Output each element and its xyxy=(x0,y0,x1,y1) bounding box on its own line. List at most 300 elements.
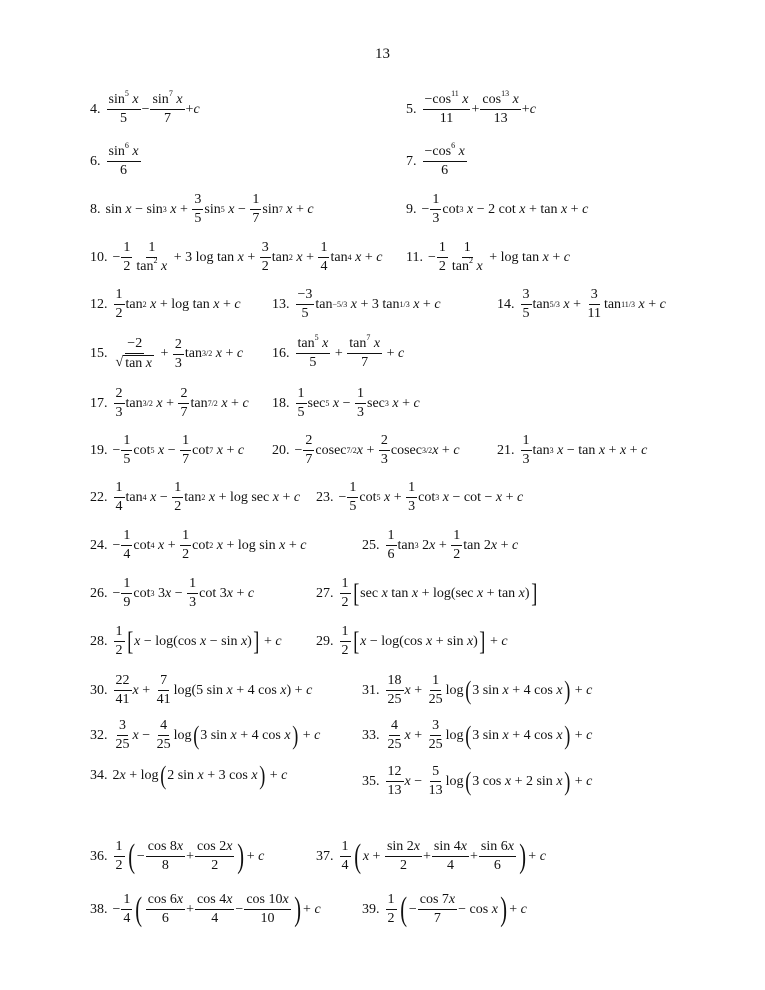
math-text: + xyxy=(548,249,564,265)
math-text: 25 xyxy=(156,737,171,752)
math-text: + xyxy=(227,395,243,411)
denominator xyxy=(398,857,409,874)
answer-item xyxy=(362,673,592,708)
answer-item xyxy=(362,528,518,563)
math-variable: x xyxy=(158,442,165,458)
numerator xyxy=(114,624,125,642)
math-variable: x xyxy=(360,633,367,649)
numerator xyxy=(260,240,271,258)
denominator xyxy=(492,110,510,127)
math-text: 1 xyxy=(432,673,440,688)
math-variable: x xyxy=(279,537,286,553)
math-text: 3 xyxy=(119,718,126,733)
math-text: 6 xyxy=(387,547,395,562)
math-text: 3 xyxy=(522,287,530,302)
math-text: + 3 tan xyxy=(356,296,400,312)
numerator xyxy=(479,839,516,857)
math-variable: x xyxy=(176,92,183,107)
denominator xyxy=(187,594,198,611)
answer-item xyxy=(90,761,288,790)
fraction xyxy=(296,333,331,371)
math-text: + xyxy=(435,537,451,553)
fraction xyxy=(244,892,290,927)
math-text: tan xyxy=(297,336,315,351)
math-text: + 4 cos xyxy=(236,727,285,743)
math-text: 7 xyxy=(433,911,441,926)
math-text: − xyxy=(112,442,121,458)
numerator xyxy=(418,892,457,910)
expression: $\frac{1}{4}$ tan 4 x − $\frac{1}{2}$ tan 2 x + log sec x + c xyxy=(115,480,301,514)
numerator xyxy=(107,89,141,110)
math-text: sin xyxy=(108,92,125,107)
math-text: − log(cos xyxy=(140,633,200,649)
math-text: + tan xyxy=(483,585,519,601)
numerator xyxy=(114,386,125,404)
math-variable: c xyxy=(234,296,241,312)
math-variable: x xyxy=(512,92,519,107)
numerator xyxy=(347,480,358,498)
math-text: 13 xyxy=(387,783,402,798)
numerator xyxy=(355,386,366,404)
denominator xyxy=(521,451,532,468)
item-number: 19. xyxy=(90,442,108,458)
denominator xyxy=(299,305,310,322)
math-text: tan xyxy=(451,259,469,274)
math-text: + xyxy=(569,296,585,312)
math-text: tan xyxy=(532,296,550,312)
math-text: + xyxy=(438,442,454,458)
math-variable: x xyxy=(466,633,474,649)
answer-item xyxy=(90,240,382,275)
math-variable: c xyxy=(501,633,508,649)
math-text: − xyxy=(338,489,347,505)
item-number: 4. xyxy=(90,101,101,117)
denominator xyxy=(121,451,132,468)
bracket: [ xyxy=(352,578,359,608)
math-variable: c xyxy=(258,848,265,864)
expression: − $\frac{1}{9}$ cot 3 3 x − $\frac{1}{3}$ cot 3 x + c xyxy=(112,576,255,610)
fraction xyxy=(260,240,271,275)
math-text: 3 sin xyxy=(200,727,231,743)
math-text: tan xyxy=(125,489,143,505)
math-variable: c xyxy=(529,101,536,117)
math-variable: x xyxy=(458,144,465,159)
expression xyxy=(422,89,536,127)
item-number: 5. xyxy=(406,101,417,117)
math-variable: x xyxy=(560,201,568,217)
denominator xyxy=(178,404,189,421)
numerator xyxy=(589,287,600,305)
math-text: 1 xyxy=(463,240,471,255)
expression xyxy=(339,576,539,611)
math-variable: x xyxy=(619,442,627,458)
math-variable: x xyxy=(350,296,357,312)
denominator xyxy=(340,594,351,611)
numerator xyxy=(385,839,422,857)
answer-item xyxy=(362,764,592,799)
math-text: + 4 cos xyxy=(232,682,281,698)
math-text: 5 xyxy=(349,499,357,514)
fraction xyxy=(121,240,132,275)
math-text: cos 2 xyxy=(197,839,227,854)
math-variable: x xyxy=(404,682,411,698)
numerator xyxy=(107,141,141,162)
math-text: + log xyxy=(125,768,159,783)
exponent: 6 xyxy=(124,141,129,150)
math-text: + xyxy=(423,848,431,864)
fraction xyxy=(432,839,469,874)
denominator xyxy=(307,354,318,371)
math-text: 3 sin xyxy=(472,682,503,698)
large-paren: ( xyxy=(353,837,361,875)
fraction xyxy=(427,764,445,799)
denominator xyxy=(259,910,277,927)
denominator xyxy=(114,857,125,874)
math-text: sin xyxy=(262,201,279,217)
math-variable: c xyxy=(434,296,441,312)
bracket: ( xyxy=(464,675,471,705)
math-text: + 3 log tan xyxy=(170,249,238,265)
item-number: 33. xyxy=(362,727,380,743)
math-text: 5 xyxy=(309,355,317,370)
math-variable: c xyxy=(376,249,383,265)
math-text: 3 xyxy=(189,595,197,610)
denominator xyxy=(386,691,404,708)
denominator xyxy=(209,857,220,874)
fraction xyxy=(386,673,404,708)
numerator xyxy=(125,336,144,354)
math-text: sin xyxy=(152,92,169,107)
item-number: 23. xyxy=(316,489,334,505)
math-text: + xyxy=(383,345,398,361)
denominator xyxy=(160,910,171,927)
math-text: 11 xyxy=(439,111,454,126)
math-variable: x xyxy=(228,201,235,217)
math-text: 25 xyxy=(428,737,443,752)
math-text: 25 xyxy=(387,737,402,752)
answer-item xyxy=(90,673,312,708)
math-variable: c xyxy=(659,296,666,312)
numerator xyxy=(296,333,331,354)
math-variable: c xyxy=(275,633,282,649)
math-text: −2 xyxy=(127,336,143,351)
math-text: + xyxy=(303,901,315,917)
numerator xyxy=(121,892,132,910)
math-text: ) + xyxy=(286,682,307,698)
math-text: − xyxy=(136,848,145,864)
math-text: + xyxy=(471,101,480,117)
fraction xyxy=(386,764,404,799)
numerator xyxy=(386,673,404,691)
math-variable: c xyxy=(517,489,524,505)
math-text: − sin xyxy=(131,201,163,217)
denominator xyxy=(386,910,397,927)
math-text: 1 xyxy=(387,892,395,907)
math-text: 1 xyxy=(297,386,305,401)
math-variable: x xyxy=(638,296,645,312)
answer-item xyxy=(90,576,254,611)
math-text: 7 xyxy=(180,405,188,420)
math-variable: c xyxy=(300,537,307,553)
expression xyxy=(385,764,593,799)
item-number: 34. xyxy=(90,768,108,783)
item-number: 30. xyxy=(90,682,108,698)
math-text: + xyxy=(221,346,237,361)
exponent: 13 xyxy=(501,89,510,98)
math-text: + xyxy=(361,249,377,265)
math-text: sec xyxy=(367,395,385,411)
bracket: ( xyxy=(464,720,471,750)
math-text: 1 xyxy=(320,240,328,255)
numerator xyxy=(423,141,467,162)
denominator xyxy=(521,305,532,322)
math-text: 2 xyxy=(305,433,313,448)
item-number: 15. xyxy=(90,346,108,361)
fraction xyxy=(114,624,125,659)
fraction xyxy=(121,576,132,611)
math-text: 2 xyxy=(341,643,349,658)
exponent: 5 xyxy=(314,333,319,342)
expression xyxy=(113,892,321,927)
item-number: 10. xyxy=(90,249,108,265)
math-text: 22 xyxy=(115,673,130,688)
math-variable: x xyxy=(490,537,498,553)
item-number: 9. xyxy=(406,201,417,217)
item-number: 6. xyxy=(90,153,101,169)
math-variable: x xyxy=(230,727,237,743)
numerator xyxy=(114,673,132,691)
math-text: 41 xyxy=(156,692,171,707)
expression xyxy=(112,761,288,790)
denominator xyxy=(250,210,261,227)
denominator xyxy=(114,736,132,753)
bracket: ] xyxy=(253,626,260,656)
math-text: −3 xyxy=(297,287,313,302)
math-text: − xyxy=(141,101,150,117)
exponent: 2 xyxy=(469,256,473,265)
numerator xyxy=(340,624,351,642)
math-text: + xyxy=(528,848,540,864)
math-variable: x xyxy=(216,537,223,553)
denominator xyxy=(450,258,485,275)
math-text: 2 xyxy=(261,259,269,274)
denominator xyxy=(427,736,445,753)
math-variable: c xyxy=(307,201,314,217)
radicand xyxy=(123,355,154,372)
math-variable: c xyxy=(582,201,589,217)
numerator xyxy=(150,89,184,110)
math-text: −cos xyxy=(424,144,452,159)
math-variable: x xyxy=(502,682,509,698)
bracket: ) xyxy=(563,720,570,750)
math-variable: x xyxy=(226,585,233,601)
denominator xyxy=(121,546,132,563)
math-text: − xyxy=(421,201,430,217)
denominator xyxy=(427,691,445,708)
math-text: tan xyxy=(532,442,550,458)
bracket: ( xyxy=(192,720,199,750)
math-variable: c xyxy=(520,901,527,917)
math-text: tan xyxy=(184,346,203,361)
numerator xyxy=(146,892,185,910)
math-variable: x xyxy=(491,901,498,917)
fraction xyxy=(437,240,448,275)
math-variable: x xyxy=(556,682,563,698)
math-text: tan xyxy=(603,296,622,312)
math-variable: x xyxy=(216,442,223,458)
math-text: cot xyxy=(133,537,151,553)
denominator xyxy=(585,305,602,322)
numerator xyxy=(437,240,448,258)
numerator xyxy=(117,718,128,736)
fraction xyxy=(187,576,198,611)
math-text: 13 xyxy=(493,111,508,126)
math-text: 3 xyxy=(432,211,440,226)
exponent: 5 xyxy=(124,89,129,98)
math-text: + xyxy=(626,442,642,458)
answer-item xyxy=(362,892,527,927)
expression xyxy=(385,673,593,708)
square-root xyxy=(116,355,155,372)
math-text: ) xyxy=(247,633,252,649)
math-variable: x xyxy=(226,682,233,698)
math-text: 7 xyxy=(361,355,369,370)
math-text: − cos xyxy=(458,901,492,917)
denominator xyxy=(303,451,314,468)
numerator xyxy=(296,386,307,404)
math-variable: x xyxy=(404,773,411,789)
denominator xyxy=(121,594,132,611)
expression: $\frac{1}{2}$ tan 2 x + log tan x + c xyxy=(115,287,241,321)
math-text: 13 xyxy=(428,783,443,798)
answer-item xyxy=(316,576,538,611)
math-variable: x xyxy=(215,346,222,361)
numerator xyxy=(386,764,404,782)
math-text: log xyxy=(445,727,464,743)
math-text: 3 xyxy=(261,240,269,255)
fraction xyxy=(114,673,132,708)
math-text: + xyxy=(186,848,195,864)
math-text: − xyxy=(156,489,172,505)
math-variable: x xyxy=(200,633,207,649)
math-text: 1 xyxy=(189,576,197,591)
math-text: 4 xyxy=(123,547,131,562)
expression xyxy=(385,892,527,927)
math-variable: x xyxy=(429,537,436,553)
math-text: ) xyxy=(473,633,478,649)
numerator xyxy=(318,240,329,258)
math-text: − 2 cot xyxy=(473,201,520,217)
numerator xyxy=(432,839,469,857)
item-number: 32. xyxy=(90,727,108,743)
math-text: 2 xyxy=(115,386,123,401)
math-text: + xyxy=(571,773,587,789)
math-text: 2 xyxy=(174,499,182,514)
denominator xyxy=(180,451,191,468)
expression: $\frac{3}{5}$ tan 5/3 x + $\frac{3}{11}$ tan 11/3 x + c xyxy=(522,287,666,321)
math-text: cot xyxy=(418,489,436,505)
radical-sign: √ xyxy=(115,355,124,370)
item-number: 36. xyxy=(90,848,108,864)
fraction xyxy=(386,892,397,927)
math-variable: c xyxy=(511,537,519,553)
math-text: 7 xyxy=(160,673,168,688)
fraction xyxy=(427,673,445,708)
answer-item xyxy=(90,718,320,753)
math-text: 1 xyxy=(438,240,446,255)
numerator xyxy=(451,528,462,546)
math-text: + xyxy=(222,442,238,458)
numerator xyxy=(389,718,400,736)
math-variable: x xyxy=(132,682,139,698)
math-text: 3 sin xyxy=(472,727,503,743)
expression xyxy=(339,839,546,874)
math-text: − sin xyxy=(206,633,241,649)
math-text: 2 xyxy=(453,547,461,562)
math-text: + xyxy=(497,537,512,553)
expression: sin x − sin 3 x + $\frac{3}{5}$ sin 5 x − $\frac{1}{7}$ sin 7 x + c xyxy=(105,192,314,226)
math-text: 7 xyxy=(252,211,260,226)
math-variable: x xyxy=(476,585,484,601)
math-text: tan xyxy=(125,296,143,312)
answer-item xyxy=(406,141,468,179)
fraction xyxy=(355,386,366,421)
denominator xyxy=(118,162,129,179)
expression xyxy=(385,718,593,753)
math-text: − xyxy=(427,249,436,265)
math-variable: c xyxy=(314,901,321,917)
math-text: + xyxy=(260,633,276,649)
answer-item xyxy=(90,192,314,227)
fraction xyxy=(121,433,132,468)
fraction xyxy=(418,892,457,927)
math-variable: x xyxy=(432,442,439,458)
math-variable: x xyxy=(598,442,606,458)
math-text: + log tan xyxy=(156,296,214,312)
large-paren: ) xyxy=(519,837,527,875)
fraction xyxy=(318,240,329,275)
fraction xyxy=(114,336,157,372)
denominator xyxy=(114,691,132,708)
math-text: 6 xyxy=(120,163,128,178)
math-text: tan xyxy=(125,395,143,411)
fraction xyxy=(146,892,185,927)
math-text: 4 xyxy=(211,911,219,926)
math-text: 25 xyxy=(428,692,443,707)
denominator xyxy=(379,451,390,468)
math-variable: x xyxy=(165,585,172,601)
fraction xyxy=(146,839,185,874)
math-text: 1 xyxy=(123,892,131,907)
answer-item xyxy=(90,336,243,372)
math-text: cot xyxy=(359,489,377,505)
math-variable: x xyxy=(282,892,289,907)
math-variable: c xyxy=(293,489,301,505)
exponent: 2 xyxy=(153,256,158,265)
large-paren: ) xyxy=(500,890,507,928)
item-number: 7. xyxy=(406,153,417,169)
math-text: 2 xyxy=(115,858,123,873)
bracket: ] xyxy=(530,578,537,608)
denominator xyxy=(406,498,417,515)
denominator xyxy=(155,691,173,708)
item-number: 24. xyxy=(90,537,108,553)
denominator xyxy=(340,857,351,874)
numerator xyxy=(296,287,315,305)
item-number: 27. xyxy=(316,585,334,601)
fraction xyxy=(585,287,602,322)
item-number: 8. xyxy=(90,201,101,217)
